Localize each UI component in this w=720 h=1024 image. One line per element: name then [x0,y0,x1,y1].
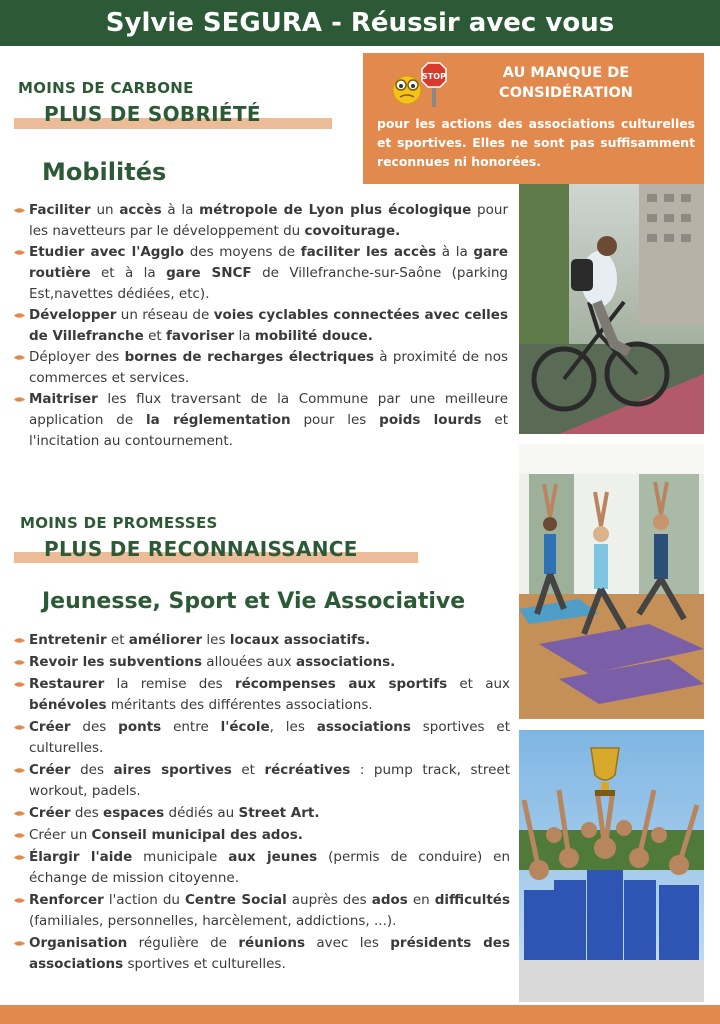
bold-text-segment: la réglementation [146,412,291,428]
section1-headline: PLUS DE SOBRIÉTÉ [44,102,261,126]
text-segment: municipale [132,849,229,865]
text-segment: à proximité de nos commerces et services. [29,349,509,386]
text-segment: et aux [447,676,511,692]
bold-text-segment: bénévoles [29,697,107,713]
text-segment: : pump track, street workout, padels. [29,762,510,799]
bold-text-segment: Maitriser [29,391,98,407]
bold-text-segment: ponts [118,719,162,735]
text-segment: (permis de conduire) en échange de mission citoyenne. [29,849,511,886]
list-item [14,347,508,389]
bold-text-segment: récompenses aux sportifs [234,676,448,692]
text-segment: des [70,762,114,778]
bold-text-segment: Conseil municipal des ados. [91,827,303,843]
text-segment: régulière de [127,935,239,951]
list-item [14,200,508,242]
stop-emoji-icon [385,59,455,109]
text-segment: des [70,719,119,735]
cyclist-photo [519,184,704,434]
list-item [14,717,510,759]
list-item [14,760,510,802]
orange-leaf-bullet-icon [14,312,25,319]
bold-text-segment: associations. [295,654,396,670]
orange-leaf-bullet-icon [14,681,25,688]
orange-leaf-bullet-icon [14,767,25,774]
bold-text-segment: l'école [220,719,270,735]
text-segment: de Villefranche-sur-Saône (parking Est,navettes dédiées, etc). [29,265,509,302]
text-segment: l'action du [103,892,186,908]
bold-text-segment: gare SNCF [166,265,252,281]
text-segment: sportives et culturelles. [123,956,286,972]
text-segment: sportives et culturelles. [29,719,511,756]
text-segment: et [106,632,129,648]
orange-leaf-bullet-icon [14,659,25,666]
bold-text-segment: favoriser [165,328,235,344]
text-segment: auprès des [286,892,372,908]
text-segment: méritants des différentes associations. [106,697,373,713]
bold-text-segment: voies cyclables connectées avec celles de Villefranche [29,307,508,344]
callout-box [363,53,704,184]
bold-text-segment: Entretenir [29,632,107,648]
list-item [14,847,510,889]
bold-text-segment: Créer [29,805,71,821]
bold-text-segment: ados [371,892,408,908]
list-item [14,825,510,846]
list-item [14,305,508,347]
text-segment: un [90,202,120,218]
bold-text-segment: Organisation [29,935,128,951]
text-segment: dédiés au [164,805,239,821]
bold-text-segment: Créer [29,719,71,735]
text-segment: , les [269,719,317,735]
text-segment: des moyens de [184,244,301,260]
text-segment: les flux traversant de la Commune par une meilleure application de [29,391,508,428]
bold-text-segment: associations [316,719,411,735]
stop-sign-text: STOP [422,72,446,81]
page-footer-bar [0,1005,720,1024]
orange-leaf-bullet-icon [14,637,25,644]
bold-text-segment: Créer [29,762,71,778]
bold-text-segment: réunions [238,935,305,951]
bold-text-segment: difficultés [434,892,510,908]
text-segment: et [231,762,265,778]
text-segment: pour les navetteurs par le développement du [29,202,508,239]
orange-leaf-bullet-icon [14,249,25,256]
orange-leaf-bullet-icon [14,396,25,403]
bold-text-segment: espaces [103,805,165,821]
bold-text-segment: Développer [29,307,117,323]
bold-text-segment: Restaurer [29,676,105,692]
text-segment: à la [161,202,200,218]
bold-text-segment: aires sportives [113,762,232,778]
bold-text-segment: métropole de Lyon plus écologique [199,202,472,218]
section1-kicker: MOINS DE CARBONE [18,79,194,97]
orange-leaf-bullet-icon [14,207,25,214]
page-header [0,0,720,46]
bold-text-segment: Centre Social [185,892,287,908]
bold-text-segment: aux jeunes [228,849,318,865]
team-trophy-photo [519,730,704,1002]
list-item [14,933,510,975]
bold-text-segment: mobilité douce. [254,328,373,344]
text-segment: en [407,892,435,908]
bold-text-segment: accès [119,202,162,218]
bold-text-segment: faciliter les accès [300,244,437,260]
jeunesse-list [14,630,510,976]
text-segment: un réseau de [116,307,214,323]
bold-text-segment: gare routière [29,244,508,281]
orange-leaf-bullet-icon [14,940,25,947]
bold-text-segment: Street Art. [238,805,320,821]
list-item [14,674,510,716]
text-segment: entre [161,719,221,735]
page-title: Sylvie SEGURA - Réussir avec vous [105,8,615,38]
text-segment: Déployer des [29,349,125,365]
text-segment: allouées aux [202,654,296,670]
list-item [14,242,508,305]
orange-leaf-bullet-icon [14,832,25,839]
list-item [14,890,510,932]
section2-title: Jeunesse, Sport et Vie Associative [42,589,466,614]
list-item [14,389,508,452]
orange-leaf-bullet-icon [14,724,25,731]
list-item [14,630,510,651]
yoga-class-photo [519,444,704,719]
mobilites-list [14,200,508,452]
bold-text-segment: Élargir l'aide [29,849,133,865]
text-segment: et [143,328,166,344]
bold-text-segment: Revoir les subventions [29,654,203,670]
bold-text-segment: récréatives [264,762,351,778]
list-item [14,652,510,673]
orange-leaf-bullet-icon [14,810,25,817]
section2-headline: PLUS DE RECONNAISSANCE [44,537,358,561]
callout-body: pour les actions des associations culturelles et sportives. Elles ne sont pas suffisamment reconnues ni honorées. [377,116,695,169]
bold-text-segment: présidents des associations [29,935,510,972]
text-segment: pour les [290,412,380,428]
text-segment: à la [436,244,474,260]
bold-text-segment: poids lourds [379,412,482,428]
bold-text-segment: covoiturage. [304,223,401,239]
text-segment: les [202,632,230,648]
orange-leaf-bullet-icon [14,854,25,861]
bold-text-segment: améliorer [128,632,203,648]
list-item [14,803,510,824]
text-segment: avec les [304,935,391,951]
text-segment: (familiales, personnelles, harcèlement, addictions, ...). [29,913,397,929]
text-segment: la remise des [104,676,235,692]
orange-leaf-bullet-icon [14,354,25,361]
text-segment: la [234,328,255,344]
text-segment: et à la [90,265,167,281]
section1-title: Mobilités [42,158,167,186]
bold-text-segment: bornes de recharges électriques [124,349,375,365]
callout-illustration [385,59,455,109]
section2-kicker: MOINS DE PROMESSES [20,514,218,532]
bold-text-segment: locaux associatifs. [229,632,371,648]
bold-text-segment: Etudier avec l'Agglo [29,244,185,260]
text-segment: et l'incitation au contournement. [29,412,508,449]
bold-text-segment: Faciliter [29,202,91,218]
text-segment: Créer un [29,827,92,843]
orange-leaf-bullet-icon [14,897,25,904]
bold-text-segment: Renforcer [29,892,104,908]
callout-title: AU MANQUE DE CONSIDÉRATION [499,65,633,101]
text-segment: des [70,805,104,821]
